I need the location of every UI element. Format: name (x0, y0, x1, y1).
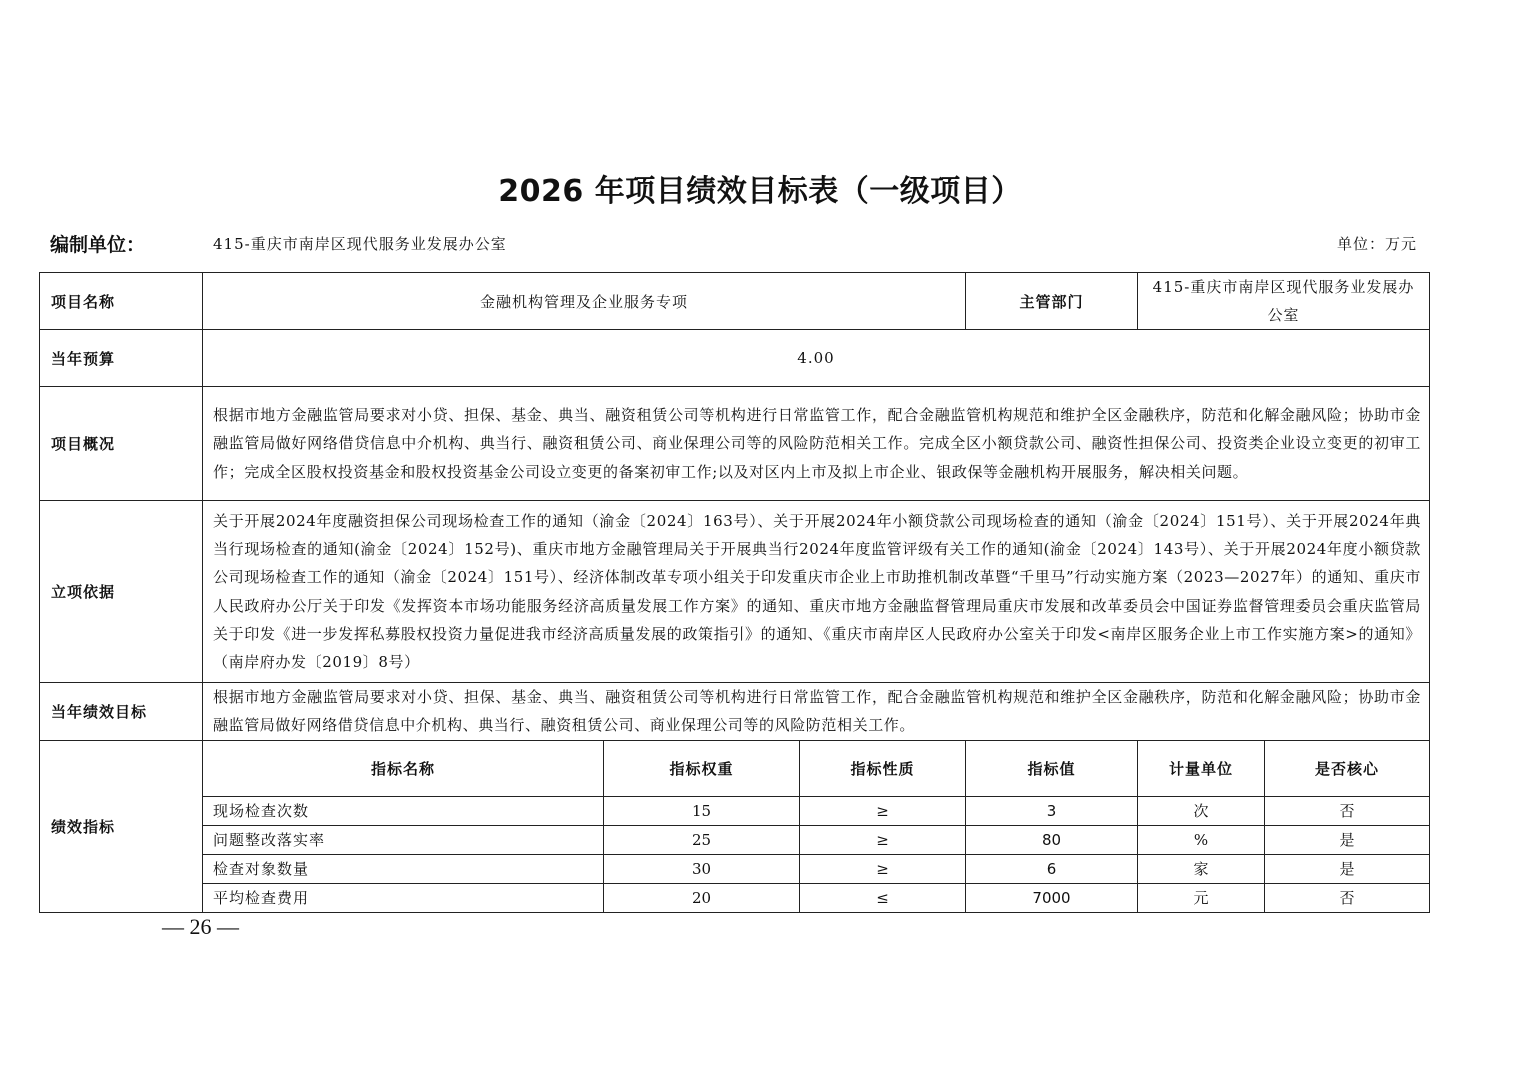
header-indicator-core: 是否核心 (1265, 740, 1430, 796)
table-row (40, 854, 1430, 883)
header-indicator-nature: 指标性质 (800, 740, 966, 796)
indicator-value: 80 (966, 825, 1138, 854)
basis-label: 立项依据 (40, 501, 203, 683)
header-indicator-value: 指标值 (966, 740, 1138, 796)
indicator-weight: 20 (604, 883, 800, 912)
org-value: 415-重庆市南岸区现代服务业发展办公室 (213, 235, 507, 253)
header-indicator-weight: 指标权重 (604, 740, 800, 796)
dept-label: 主管部门 (966, 273, 1138, 330)
indicator-core: 否 (1265, 796, 1430, 825)
indicator-core: 是 (1265, 825, 1430, 854)
row-project-name (40, 273, 1430, 330)
row-overview (40, 387, 1430, 501)
indicator-name: 问题整改落实率 (203, 825, 604, 854)
indicator-value: 6 (966, 854, 1138, 883)
page-number: — 26 — (162, 914, 239, 939)
indicator-weight: 30 (604, 854, 800, 883)
header-indicator-name: 指标名称 (203, 740, 604, 796)
dept-value: 415-重庆市南岸区现代服务业发展办公室 (1138, 273, 1430, 330)
indicator-unit: % (1138, 825, 1265, 854)
indicator-nature: ≥ (800, 854, 966, 883)
indicator-weight: 15 (604, 796, 800, 825)
indicator-nature: ≤ (800, 883, 966, 912)
indicator-nature: ≥ (800, 796, 966, 825)
indicator-nature: ≥ (800, 825, 966, 854)
indicator-core: 是 (1265, 854, 1430, 883)
indicator-unit: 元 (1138, 883, 1265, 912)
budget-label: 当年预算 (40, 330, 203, 387)
header-indicator-unit: 计量单位 (1138, 740, 1265, 796)
overview-value: 根据市地方金融监管局要求对小贷、担保、基金、典当、融资租赁公司等机构进行日常监管工作，配合金融监管机构规范和维护全区金融秩序，防范和化解金融风险；协助市金融监管局做好网络借贷信息中介机构、典当行、融资租赁公司、商业保理公司等的风险防范相关工作。完成全区小额贷款公司、融资性担保公司、投资类企业设立变更的初审工作；完成全区股权投资基金和股权投资基金公司设立变更的备案初审工作;以及对区内上市及拟上市企业、银政保等金融机构开展服务，解决相关问题。 (203, 387, 1430, 501)
indicator-unit: 家 (1138, 854, 1265, 883)
indicator-value: 7000 (966, 883, 1138, 912)
performance-table (39, 272, 1430, 913)
row-budget (40, 330, 1430, 387)
target-value: 根据市地方金融监管局要求对小贷、担保、基金、典当、融资租赁公司等机构进行日常监管工作，配合金融监管机构规范和维护全区金融秩序，防范和化解金融风险；协助市金融监管局做好网络借贷信息中介机构、典当行、融资租赁公司、商业保理公司等的风险防范相关工作。 (203, 683, 1430, 740)
money-unit: 单位：万元 (1336, 235, 1417, 253)
row-basis (40, 501, 1430, 683)
indicator-unit: 次 (1138, 796, 1265, 825)
org-label: 编制单位： (50, 234, 146, 256)
indicators-label: 绩效指标 (40, 740, 203, 912)
budget-value: 4.00 (203, 330, 1430, 387)
page-title: 2026 年项目绩效目标表（一级项目） (498, 174, 1022, 209)
indicator-value: 3 (966, 796, 1138, 825)
indicator-name: 检查对象数量 (203, 854, 604, 883)
indicator-header-row (40, 740, 1430, 796)
indicator-name: 现场检查次数 (203, 796, 604, 825)
table-row (40, 825, 1430, 854)
indicator-weight: 25 (604, 825, 800, 854)
overview-label: 项目概况 (40, 387, 203, 501)
indicator-core: 否 (1265, 883, 1430, 912)
row-target (40, 683, 1430, 740)
table-row (40, 883, 1430, 912)
target-label: 当年绩效目标 (40, 683, 203, 740)
project-name-label: 项目名称 (40, 273, 203, 330)
table-row (40, 796, 1430, 825)
indicator-name: 平均检查费用 (203, 883, 604, 912)
project-name-value: 金融机构管理及企业服务专项 (203, 273, 966, 330)
basis-value: 关于开展2024年度融资担保公司现场检查工作的通知（渝金〔2024〕163号）、关于开展2024年小额贷款公司现场检查的通知（渝金〔2024〕151号）、关于开展2024年典当行现场检查的通知(渝金〔2024〕152号)、重庆市地方金融管理局关于开展典当行2024年度监管评级有关工作的通知(渝金〔2024〕143号）、关于开展2024年度小额贷款公司现场检查工作的通知（渝金〔2024〕151号）、经济体制改革专项小组关于印发重庆市企业上市助推机制改革暨“千里马”行动实施方案（2023—2027年）的通知、重庆市人民政府办公厅关于印发《发挥资本市场功能服务经济高质量发展工作方案》的通知、重庆市地方金融监督管理局重庆市发展和改革委员会中国证券监督管理委员会重庆监管局关于印发《进一步发挥私募股权投资力量促进我市经济高质量发展的政策指引》的通知、《重庆市南岸区人民政府办公室关于印发<南岸区服务企业上市工作实施方案>的通知》（南岸府办发〔2019〕8号） (203, 501, 1430, 683)
